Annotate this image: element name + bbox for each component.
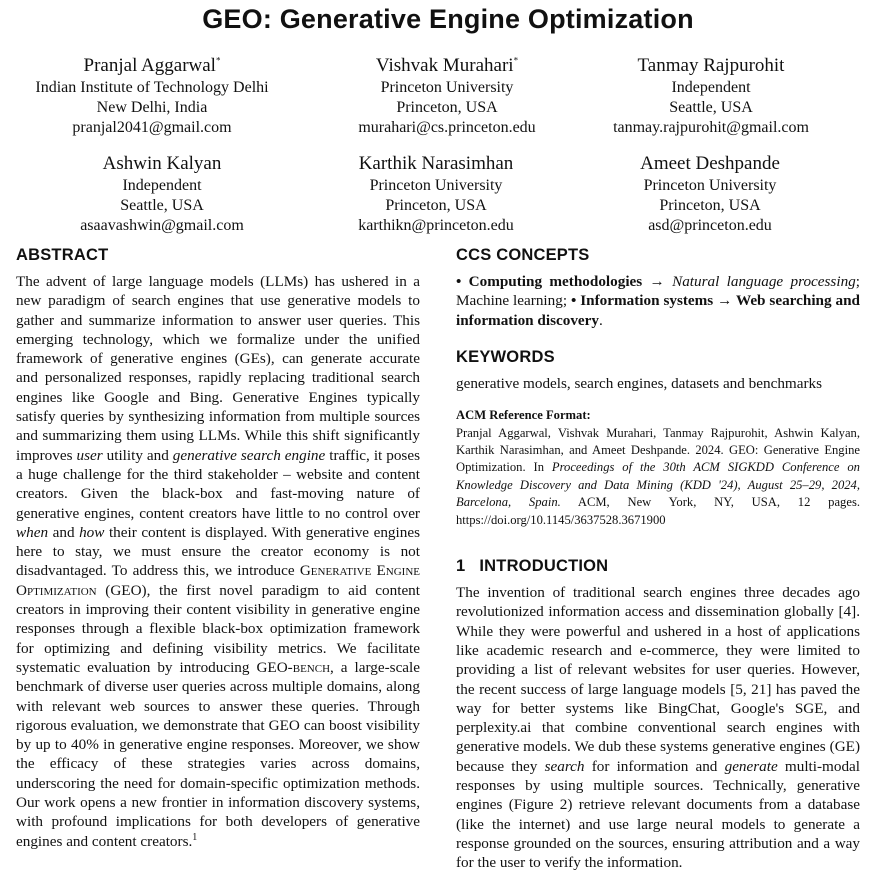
author-email: tanmay.rajpurohit@gmail.com bbox=[613, 119, 809, 136]
equal-contribution-mark: * bbox=[513, 55, 519, 66]
author-affiliation: Independent bbox=[671, 79, 751, 96]
author-affiliation: Indian Institute of Technology Delhi bbox=[35, 79, 269, 96]
author-location: Princeton, USA bbox=[385, 197, 487, 214]
footnote-mark[interactable]: 1 bbox=[192, 831, 198, 843]
author-block bbox=[297, 54, 597, 138]
ccs-text: • Computing methodologies → Natural language processing; Machine learning; • Information systems → Web searching and information discovery. bbox=[456, 273, 860, 329]
author-location: Princeton, USA bbox=[396, 99, 498, 116]
author-name: Tanmay Rajpurohit bbox=[637, 55, 785, 76]
acm-reference-heading: ACM Reference Format: bbox=[456, 408, 591, 423]
author-email: pranjal2041@gmail.com bbox=[72, 119, 232, 136]
author-affiliation: Independent bbox=[122, 177, 202, 194]
author-location: Seattle, USA bbox=[669, 99, 753, 116]
author-email: murahari@cs.princeton.edu bbox=[358, 119, 536, 136]
author-name: Ashwin Kalyan bbox=[102, 153, 222, 174]
abstract-text: The advent of large language models (LLMs) has ushered in a new paradigm of search engines that use generative models to gather and summarize information to answer user queries. This emerging technology, which we formalize under the unified framework of generative engines (GEs), can generate accurate and personalized responses, rapidly replacing traditional search engines like Google and Bing. Generative Engines typically satisfy queries by synthesizing information from multiple sources and summarizing them using LLMs. While this shift significantly improves user utility and generative search engine traffic, it poses a huge challenge for the third stakeholder – website and content creators. Given the black-box and fast-moving nature of generative engines, content creators have little to no control over when and how their content is displayed. With generative engines here to stay, we must ensure the creator economy is not disadvantaged. To address this, we introduce Generative Engine Optimization (GEO), the first novel paradigm to aid content creators in improving their content visibility in generative engine responses through a flexible black-box optimization framework for optimizing and defining visibility metrics. We facilitate systematic evaluation by introducing GEO-bench, a large-scale benchmark of diverse user queries across multiple domains, along with relevant web sources to answer these queries. Through rigorous evaluation, we demonstrate that GEO can boost visibility by up to 40% in generative engine responses. Moreover, we show the efficacy of these strategies varies across domains, underscoring the need for domain-specific optimization methods. Our work opens a new frontier in information discovery systems, with profound implications for both developers of generative engines and content creators.$^1$ bbox=[16, 273, 421, 850]
author-affiliation: Princeton University bbox=[643, 177, 777, 194]
acm-reference-text: Pranjal Aggarwal, Vishvak Murahari, Tanmay Rajpurohit, Ashwin Kalyan, Karthik Narasimhan, and Ameet Deshpande. 2024. GEO: Generative Engine Optimization. In Proceedings of the 30th ACM SIGKDD Conference on Knowledge Discovery and Data Mining (KDD '24), August 25–29, 2024, Barcelona, Spain. ACM, New York, NY, USA, 12 pages. https://doi.org/10.1145/3637528.3671900 bbox=[456, 425, 860, 527]
author-block bbox=[286, 152, 586, 236]
author-location: Princeton, USA bbox=[659, 197, 761, 214]
author-block bbox=[561, 54, 861, 138]
paper-title: GEO: Generative Engine Optimization bbox=[202, 4, 694, 34]
author-name: Pranjal Aggarwal bbox=[83, 55, 216, 76]
author-name: Karthik Narasimhan bbox=[358, 153, 514, 174]
author-location: New Delhi, India bbox=[96, 99, 208, 116]
author-block bbox=[560, 152, 860, 236]
left-column bbox=[16, 244, 420, 851]
introduction-text: The invention of traditional search engines three decades ago revolutionized information access and dissemination globally [4]. While they were powerful and ushered in a host of applications like academic research and e-commerce, they were limited to providing a list of relevant websites for user queries. However, the recent success of large language models [5, 21] has paved the way for better systems like BingChat, Google's SGE, and perplexity.ai that combine conventional search engines with generative models. We dub these systems generative engines (GE) because they search for information and generate multi-modal responses by using multiple sources. Technically, generative engines (Figure 2) retrieve relevant documents from a database (like the internet) and use large neural models to generate a response grounded on the sources, ensuring attribution and a way for the user to verify the information. bbox=[456, 584, 860, 872]
author-email: asaavashwin@gmail.com bbox=[80, 217, 244, 234]
abstract-heading: ABSTRACT bbox=[16, 246, 109, 264]
ccs-heading: CCS CONCEPTS bbox=[456, 246, 590, 264]
equal-contribution-mark: * bbox=[215, 55, 221, 66]
author-email: karthikn@princeton.edu bbox=[358, 217, 514, 234]
keywords-heading: KEYWORDS bbox=[456, 347, 555, 366]
right-column bbox=[456, 244, 860, 872]
author-block bbox=[2, 54, 302, 138]
author-affiliation: Princeton University bbox=[380, 79, 514, 96]
introduction-heading: 1 INTRODUCTION bbox=[456, 557, 609, 576]
author-name: Vishvak Murahari bbox=[375, 55, 514, 76]
author-name: Ameet Deshpande bbox=[640, 153, 780, 174]
author-affiliation: Princeton University bbox=[369, 177, 503, 194]
author-block bbox=[12, 152, 312, 236]
author-location: Seattle, USA bbox=[120, 197, 204, 214]
keywords-text: generative models, search engines, datasets and benchmarks bbox=[456, 374, 823, 392]
author-email: asd@princeton.edu bbox=[648, 217, 772, 234]
